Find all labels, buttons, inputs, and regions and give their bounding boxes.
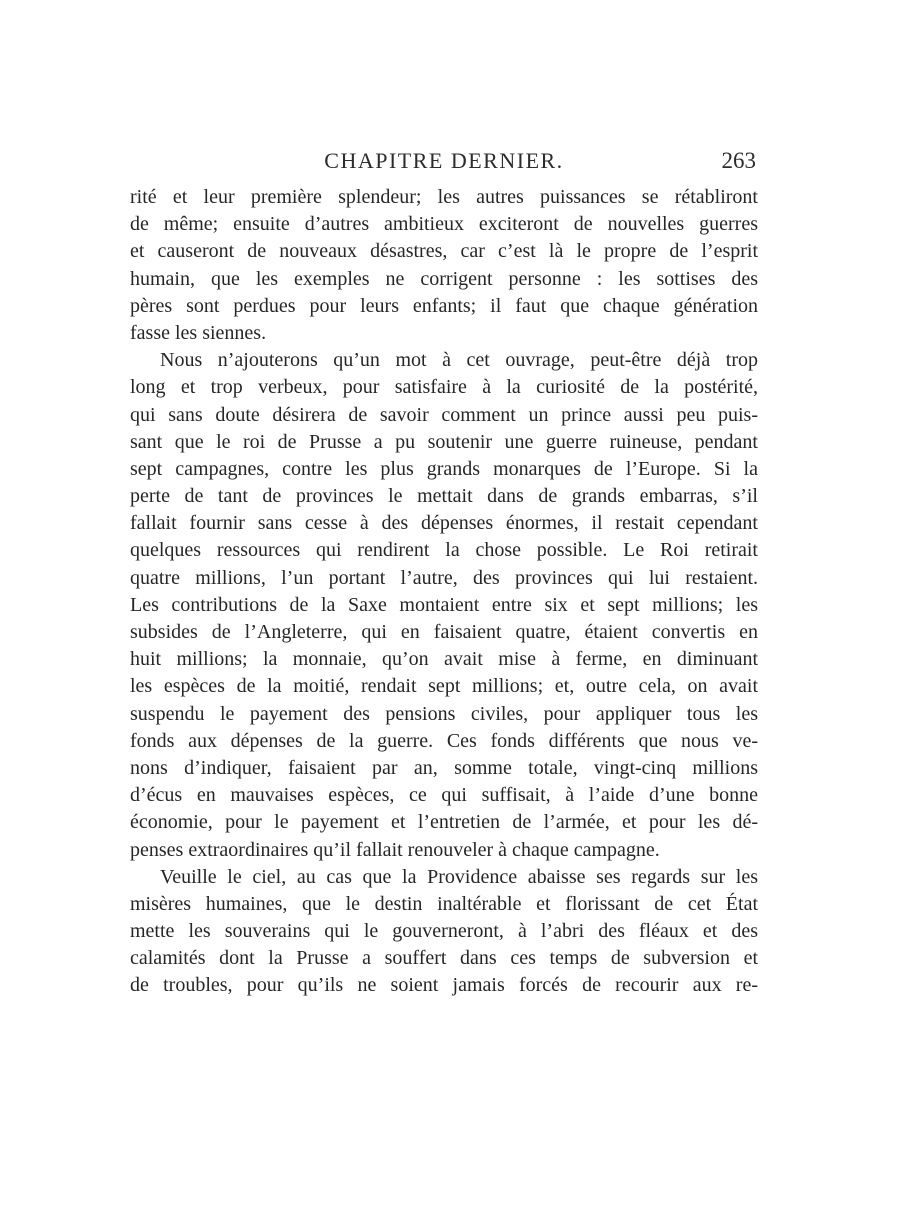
- text-line: misères humaines, que le destin inaltérable et florissant de cet État: [130, 892, 758, 915]
- paragraph-1: [130, 184, 758, 347]
- text-line: quelques ressources qui rendirent la chose possible. Le Roi retirait: [130, 539, 758, 562]
- text-line: perte de tant de provinces le mettait dans de grands embarras, s’il: [130, 485, 758, 508]
- text-line: de troubles, pour qu’ils ne soient jamais forcés de recourir aux re-: [130, 974, 758, 997]
- text-line: quatre millions, l’un portant l’autre, des provinces qui lui restaient.: [130, 566, 758, 589]
- text-line: humain, que les exemples ne corrigent personne : les sottises des: [130, 267, 758, 290]
- text-line: fallait fournir sans cesse à des dépenses énormes, il restait cependant: [130, 512, 758, 535]
- text-line: long et trop verbeux, pour satisfaire à la curiosité de la postérité,: [130, 376, 758, 399]
- text-line: subsides de l’Angleterre, qui en faisaient quatre, étaient convertis en: [130, 621, 758, 643]
- paragraph-3: [130, 864, 758, 1000]
- body-text: [130, 184, 758, 1000]
- text-line: penses extraordinaires qu’il fallait renouveler à chaque campagne.: [130, 838, 660, 861]
- paragraph-2: [130, 347, 758, 864]
- text-line: calamités dont la Prusse a souffert dans ces temps de subversion et: [130, 947, 758, 970]
- page-number: 263: [721, 148, 756, 173]
- text-line: les espèces de la moitié, rendait sept millions; et, outre cela, on avait: [130, 675, 758, 698]
- text-line: mette les souverains qui le gouverneront, à l’abri des fléaux et des: [130, 920, 758, 943]
- text-line: suspendu le payement des pensions civiles, pour appliquer tous les: [130, 702, 758, 725]
- text-line: sant que le roi de Prusse a pu soutenir une guerre ruineuse, pendant: [130, 430, 758, 453]
- text-line: Nous n’ajouterons qu’un mot à cet ouvrage, peut-être déjà trop: [160, 349, 758, 372]
- text-line: rité et leur première splendeur; les autres puissances se rétabliront: [130, 186, 758, 208]
- text-line: et causeront de nouveaux désastres, car c’est là le propre de l’esprit: [130, 240, 758, 263]
- text-line: économie, pour le payement et l’entretien de l’armée, et pour les dé-: [130, 811, 758, 834]
- text-line: Veuille le ciel, au cas que la Providence abaisse ses regards sur les: [160, 865, 758, 888]
- text-line: fasse les siennes.: [130, 321, 267, 344]
- text-line: pères sont perdues pour leurs enfants; il faut que chaque génération: [130, 294, 758, 317]
- text-line: nons d’indiquer, faisaient par an, somme totale, vingt-cinq millions: [130, 756, 758, 779]
- text-line: de même; ensuite d’autres ambitieux exciteront de nouvelles guerres: [130, 213, 758, 236]
- text-line: sept campagnes, contre les plus grands monarques de l’Europe. Si la: [130, 457, 758, 480]
- text-line: Les contributions de la Saxe montaient entre six et sept millions; les: [130, 593, 758, 616]
- text-line: qui sans doute désirera de savoir comment un prince aussi peu puis-: [130, 403, 758, 426]
- chapter-title: CHAPITRE DERNIER.: [324, 148, 564, 173]
- running-head: [130, 144, 758, 178]
- text-line: d’écus en mauvaises espèces, ce qui suffisait, à l’aide d’une bonne: [130, 784, 758, 807]
- text-line: huit millions; la monnaie, qu’on avait mise à ferme, en diminuant: [130, 648, 758, 671]
- text-line: fonds aux dépenses de la guerre. Ces fonds différents que nous ve-: [130, 729, 758, 752]
